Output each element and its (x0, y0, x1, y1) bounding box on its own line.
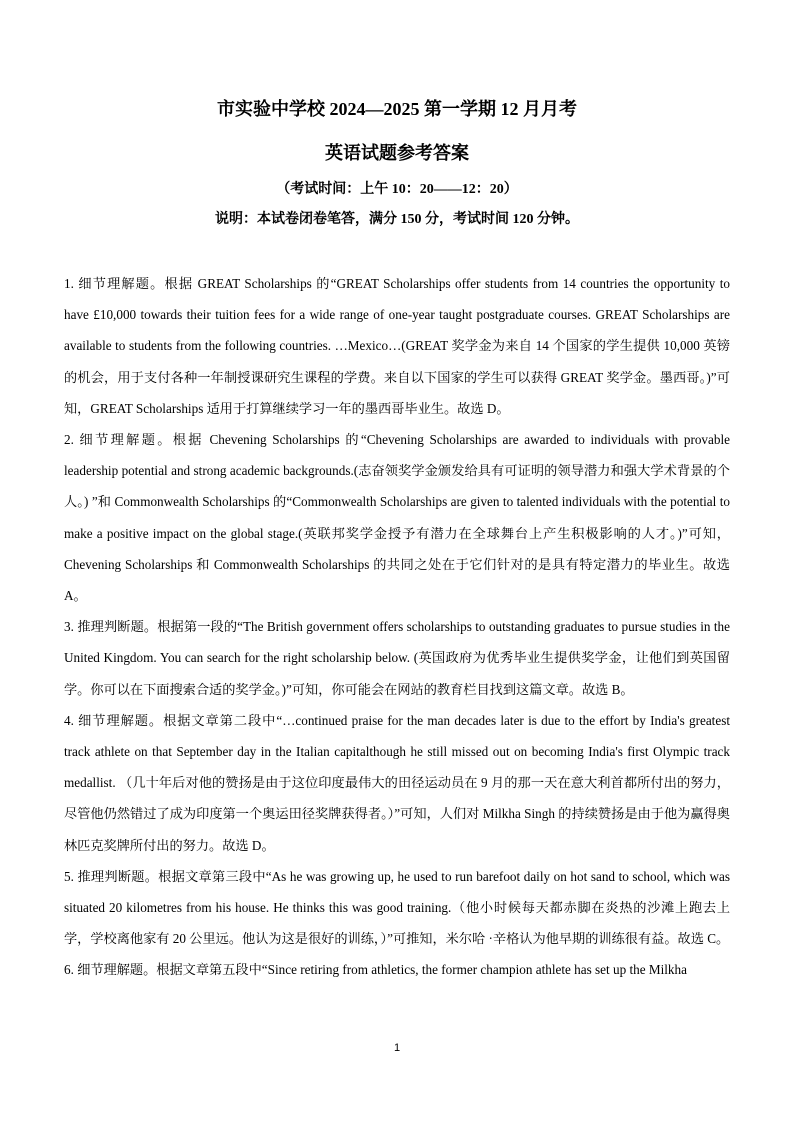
exam-time: （考试时间：上午 10：20——12：20） (276, 182, 518, 197)
document-subtitle: 英语试题参考答案 (325, 143, 469, 163)
answer-4: 4. 细节理解题。根据文章第二段中“…continued praise for the man decades later is due to the effort by India's greatest track athlete on that September day in the Italian capitalthough he still missed out on becoming India's first Olympic track medallist. （几十年后对他的赞扬是由于这位印度最伟大的田径运动员在 9 月的那一天在意大利首都所付出的努力，尽管他仍然错过了成为印度第一个奥运田径奖牌获得者。）”可知，人们对 Milkha Singh 的持续赞扬是由于他为赢得奥林匹克奖牌所付出的努力。故选 D。 (64, 712, 730, 853)
document-title: 市实验中学校 2024—2025 第一学期 12 月月考 (217, 99, 577, 119)
answer-2: 2. 细节理解题。根据 Chevening Scholarships 的“Chevening Scholarships are awarded to individuals with provable leadership potential and strong academic backgrounds.(志奋领奖学金颁发给具有可证明的领导潜力和强大学术背景的个人。) ”和 Commonwealth Scholarships 的“Commonwealth Scholarships are given to talented individuals with the potential to make a positive impact on the global stage.(英联邦奖学金授予有潜力在全球舞台上产生积极影响的人才。)”可知，Chevening Scholarships 和 Commonwealth Scholarships 的共同之处在于它们针对的是具有特定潜力的毕业生。故选 A。 (64, 432, 730, 604)
answer-3: 3. 推理判断题。根据第一段的“The British government offers scholarships to outstanding graduates to pursue studies in the United Kingdom. You can search for the right scholarship below. (英国政府为优秀毕业生提供奖学金，让他们到英国留学。你可以在下面搜索合适的奖学金。)”可知，你可能会在网站的教育栏目找到这篇文章。故选 B。 (64, 619, 730, 697)
answer-1: 1. 细节理解题。根据 GREAT Scholarships 的“GREAT Scholarships offer students from 14 countries the opportunity to have £10,000 towards their tuition fees for a wide range of one-year taught postgraduate courses. GREAT Scholarships are available to students from the following countries. …Mexico…(GREAT 奖学金为来自 14 个国家的学生提供 10,000 英镑的机会，用于支付各种一年制授课研究生课程的学费。来自以下国家的学生可以获得 GREAT 奖学金。墨西哥。)”可知，GREAT Scholarships 适用于打算继续学习一年的墨西哥毕业生。故选 D。 (64, 276, 730, 416)
page-number: 1 (393, 1042, 401, 1054)
title-block (0, 96, 794, 230)
answer-5: 5. 推理判断题。根据文章第三段中“As he was growing up, he used to run barefoot daily on hot sand to school, which was situated 20 kilometres from his house. He thinks this was good training.（他小时候每天都赤脚在炎热的沙滩上跑去上学，学校离他家有 20 公里远。他认为这是很好的训练，）”可推知，米尔哈 ·辛格认为他早期的训练很有益。故选 C。 (64, 868, 730, 947)
exam-instructions: 说明：本试卷闭卷笔答，满分 150 分，考试时间 120 分钟。 (215, 212, 579, 227)
answer-6: 6. 细节理解题。根据文章第五段中“Since retiring from athletics, the former champion athlete has set up the Milkha (64, 962, 687, 978)
answer-list (64, 268, 730, 986)
